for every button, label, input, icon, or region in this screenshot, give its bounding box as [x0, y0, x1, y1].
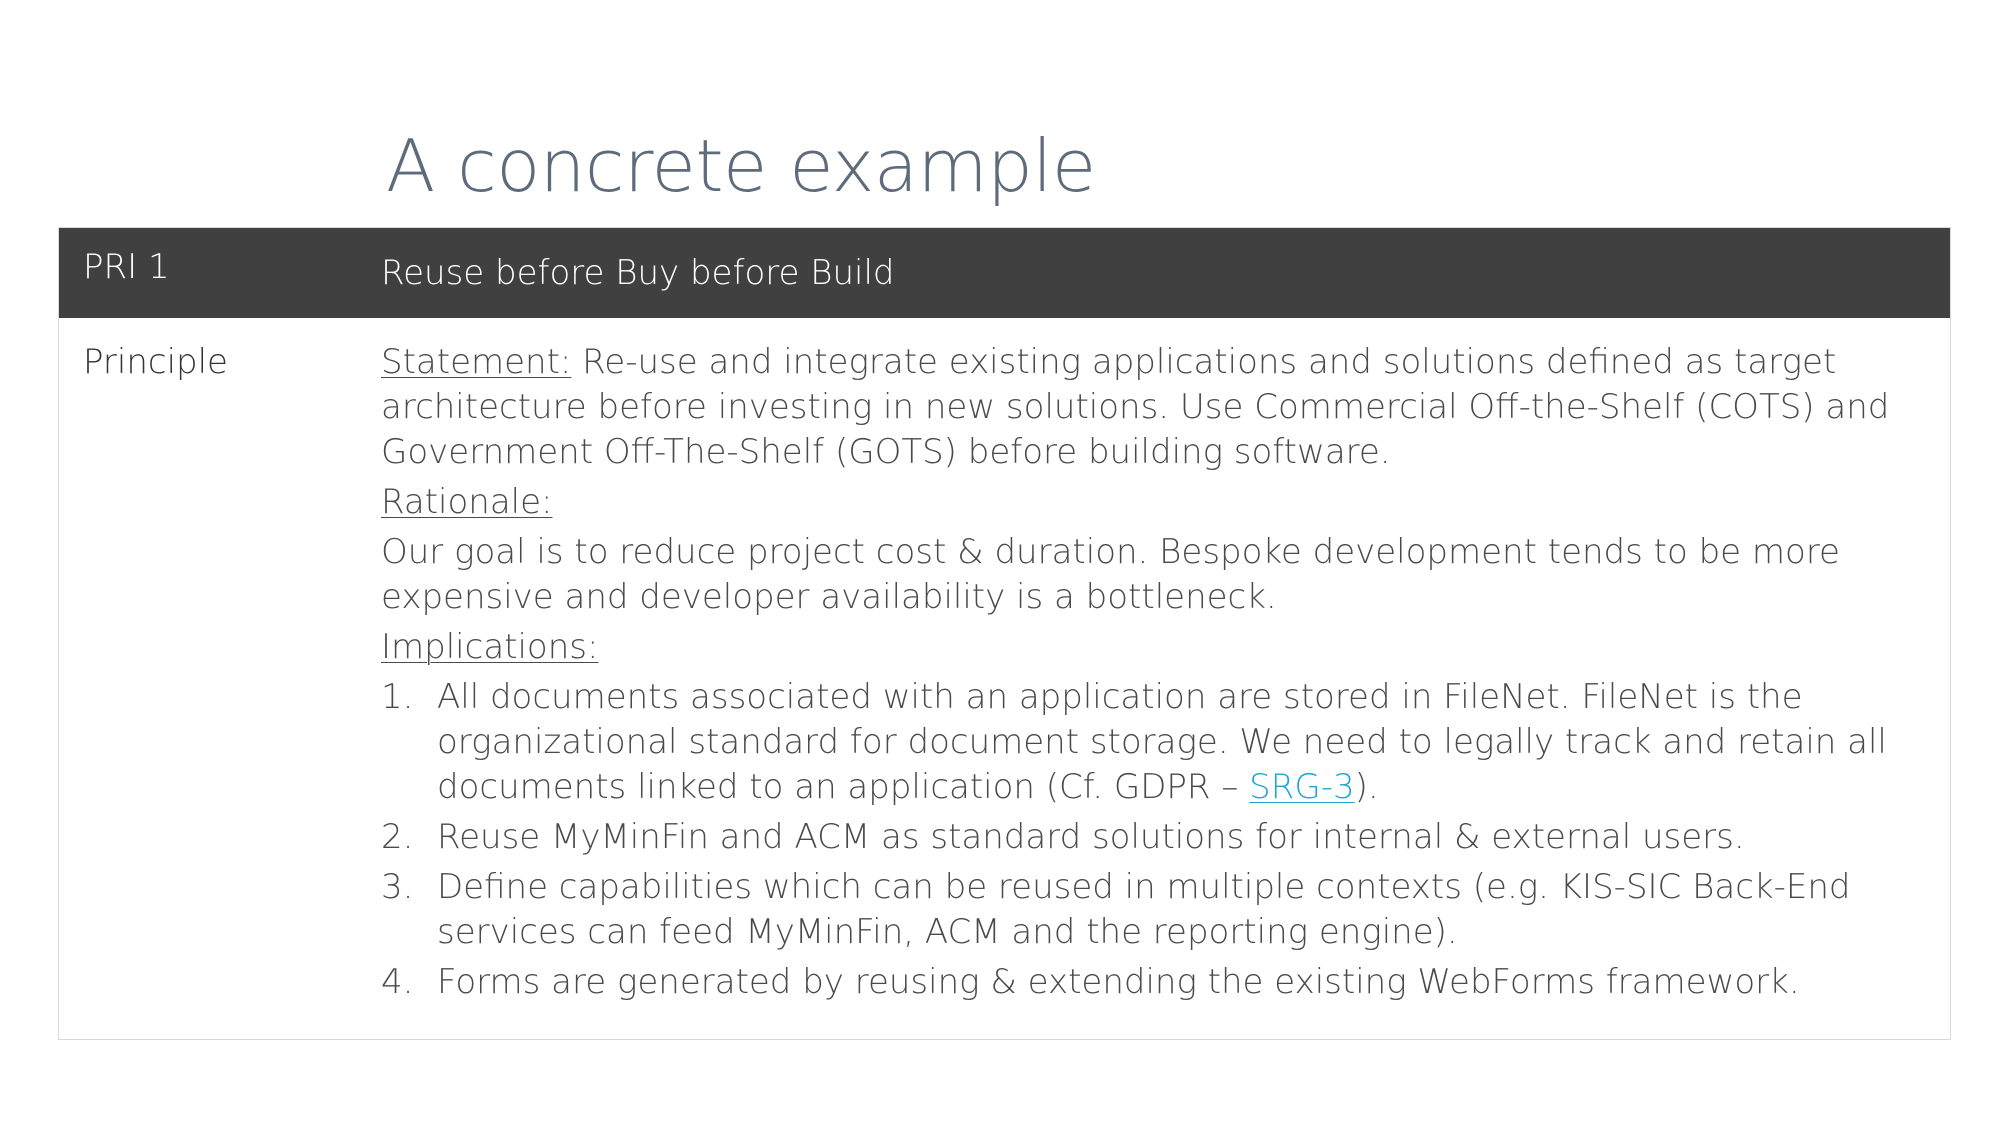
- statement-label: Statement:: [381, 342, 572, 382]
- implication-number: 3.: [381, 867, 414, 907]
- implication-item-3: [381, 865, 1941, 955]
- statement-block: [381, 340, 1941, 475]
- row-label-principle: Principle: [83, 342, 228, 382]
- rationale-label: Rationale:: [381, 482, 553, 522]
- principle-table: [58, 227, 1951, 1040]
- implication-item-4: [381, 960, 1941, 1005]
- implication-text: Reuse MyMinFin and ACM as standard solutions for internal & external users.: [437, 817, 1745, 857]
- slide-title: A concrete example: [386, 124, 1096, 208]
- implication-text: Define capabilities which can be reused in multiple contexts (e.g. KIS-SIC Back-End services can feed MyMinFin, ACM and the reporting engine).: [437, 867, 1851, 952]
- implication-number: 1.: [381, 677, 414, 717]
- principle-details: [381, 340, 1941, 1010]
- implication-text: All documents associated with an application are stored in FileNet. FileNet is the organizational standard for document storage. We need to legally track and retain all documents linked to an application (Cf. GDPR –: [437, 677, 1887, 807]
- table-header: [59, 228, 1950, 318]
- implication-text-end: ).: [1354, 767, 1379, 807]
- principle-id: PRI 1: [83, 247, 170, 287]
- implications-list: [381, 675, 1941, 1005]
- rationale-label-block: [381, 480, 1941, 525]
- srg-3-link[interactable]: SRG-3: [1249, 767, 1355, 807]
- implication-item-2: [381, 815, 1941, 860]
- implication-number: 4.: [381, 962, 414, 1002]
- implication-number: 2.: [381, 817, 414, 857]
- implications-label-block: [381, 625, 1941, 670]
- implication-text: Forms are generated by reusing & extending the existing WebForms framework.: [437, 962, 1800, 1002]
- principle-name: Reuse before Buy before Build: [381, 253, 895, 293]
- implication-item-1: [381, 675, 1941, 810]
- statement-text: Re-use and integrate existing applications and solutions defined as target architecture before investing in new solutions. Use Commercial Off-the-Shelf (COTS) and Government Off-The-Shelf (GOTS) before building software.: [381, 342, 1890, 472]
- implications-label: Implications:: [381, 627, 599, 667]
- rationale-text: Our goal is to reduce project cost & duration. Bespoke development tends to be more expensive and developer availability is a bottleneck.: [381, 532, 1840, 617]
